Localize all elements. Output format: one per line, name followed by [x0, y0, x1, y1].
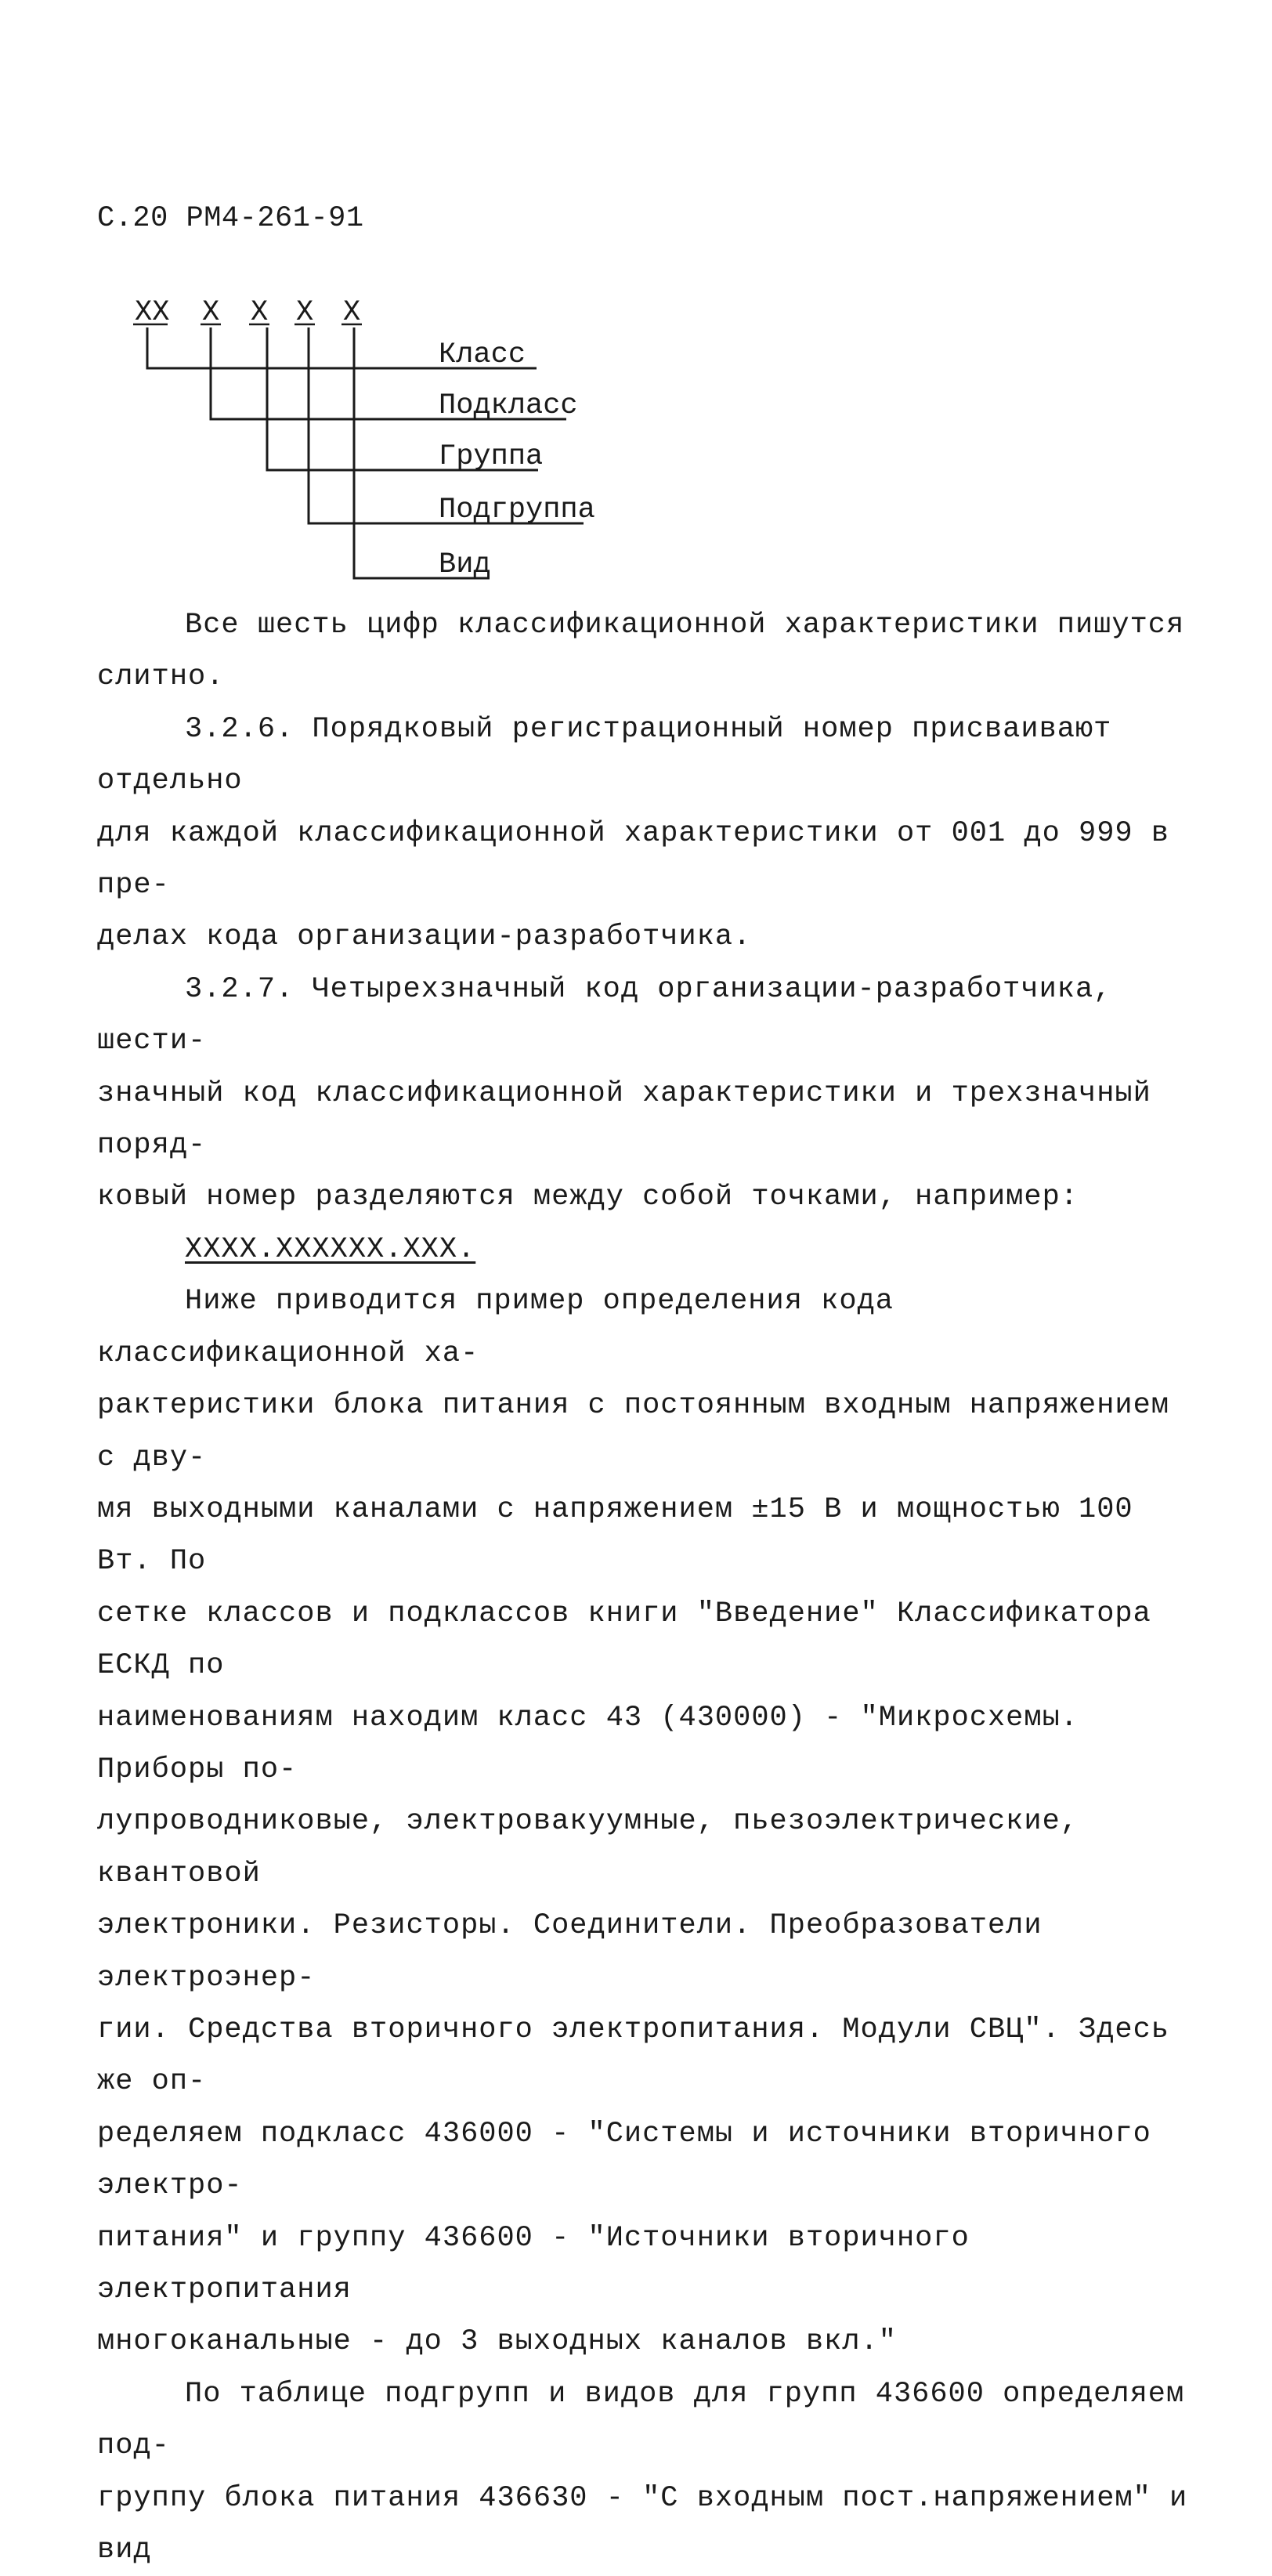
- paragraph-line: мя выходными каналами с напряжением ±15 В и мощностью 100 Вт. По: [97, 1492, 1133, 1579]
- paragraph-line: лупроводниковые, электровакуумные, пьезоэлектрические, квантовой: [97, 1805, 1079, 1890]
- section-3-2-7: 3.2.7. Четырехзначный код организации-разработчика, шести-: [97, 972, 1112, 1058]
- paragraph-line: гии. Средства вторичного электропитания. Модули СВЦ". Здесь же оп-: [97, 2013, 1170, 2099]
- paragraph-line: делах кода организации-разработчика.: [97, 921, 752, 954]
- code-mark-kind: X: [343, 296, 361, 329]
- paragraph-line: ределяем подкласс 436000 - "Системы и источники вторичного электро-: [97, 2117, 1151, 2203]
- code-mark-group: X: [251, 296, 269, 329]
- paragraph-line: наименованиям находим класс 43 (430000) - "Микросхемы. Приборы по-: [97, 1701, 1079, 1786]
- paragraph-line: группу блока питания 436630 - "С входным пост.напряжением" и вид: [97, 2481, 1188, 2567]
- paragraph-line: для каждой классификационной характеристики от 001 до 999 в пре-: [97, 816, 1170, 903]
- level-class: Класс: [439, 338, 526, 371]
- example-paragraph: Ниже приводится пример определения кода классификационной ха-: [97, 1285, 894, 1370]
- level-group: Группа: [439, 440, 544, 473]
- paragraph-line: рактеристики блока питания с постоянным входным напряжением с дву-: [97, 1389, 1170, 1474]
- code-mark-class: XX: [135, 296, 170, 329]
- paragraph-line: многоканальные - до 3 выходных каналов вкл.": [97, 2325, 897, 2359]
- body-text: [97, 599, 1194, 2576]
- level-subclass: Подкласс: [439, 389, 578, 422]
- subgroup-paragraph: По таблице подгрупп и видов для групп 436600 определяем под-: [97, 2377, 1185, 2463]
- paragraph-line: слитно.: [97, 660, 225, 694]
- paragraph-line: значный код классификационной характеристики и трехзначный поряд-: [97, 1076, 1151, 1163]
- level-subgroup: Подгруппа: [439, 494, 595, 526]
- section-3-2-6: 3.2.6. Порядковый регистрационный номер присваивают отдельно: [97, 712, 1112, 798]
- paragraph-line: питания" и группу 436600 - "Источники вторичного электропитания: [97, 2221, 970, 2306]
- code-mark-subgroup: X: [296, 296, 314, 329]
- code-format-example: XXXX.XXXXXX.XXX.: [185, 1232, 476, 1266]
- level-kind: Вид: [439, 548, 491, 581]
- paragraph-line: сетке классов и подклассов книги "Введение" Классификатора ЕСКД по: [97, 1597, 1151, 1683]
- page-header: С.20 РМ4-261-91: [97, 202, 364, 235]
- paragraph-line: ковый номер разделяются между собой точками, например:: [97, 1181, 1079, 1214]
- classification-scheme: [0, 0, 1272, 595]
- paragraph-line: электроники. Резисторы. Соединители. Преобразователи электроэнер-: [97, 1909, 1043, 1995]
- paragraph-line: Все шесть цифр классификационной характеристики пишутся: [185, 609, 1185, 642]
- code-mark-subclass: X: [202, 296, 220, 329]
